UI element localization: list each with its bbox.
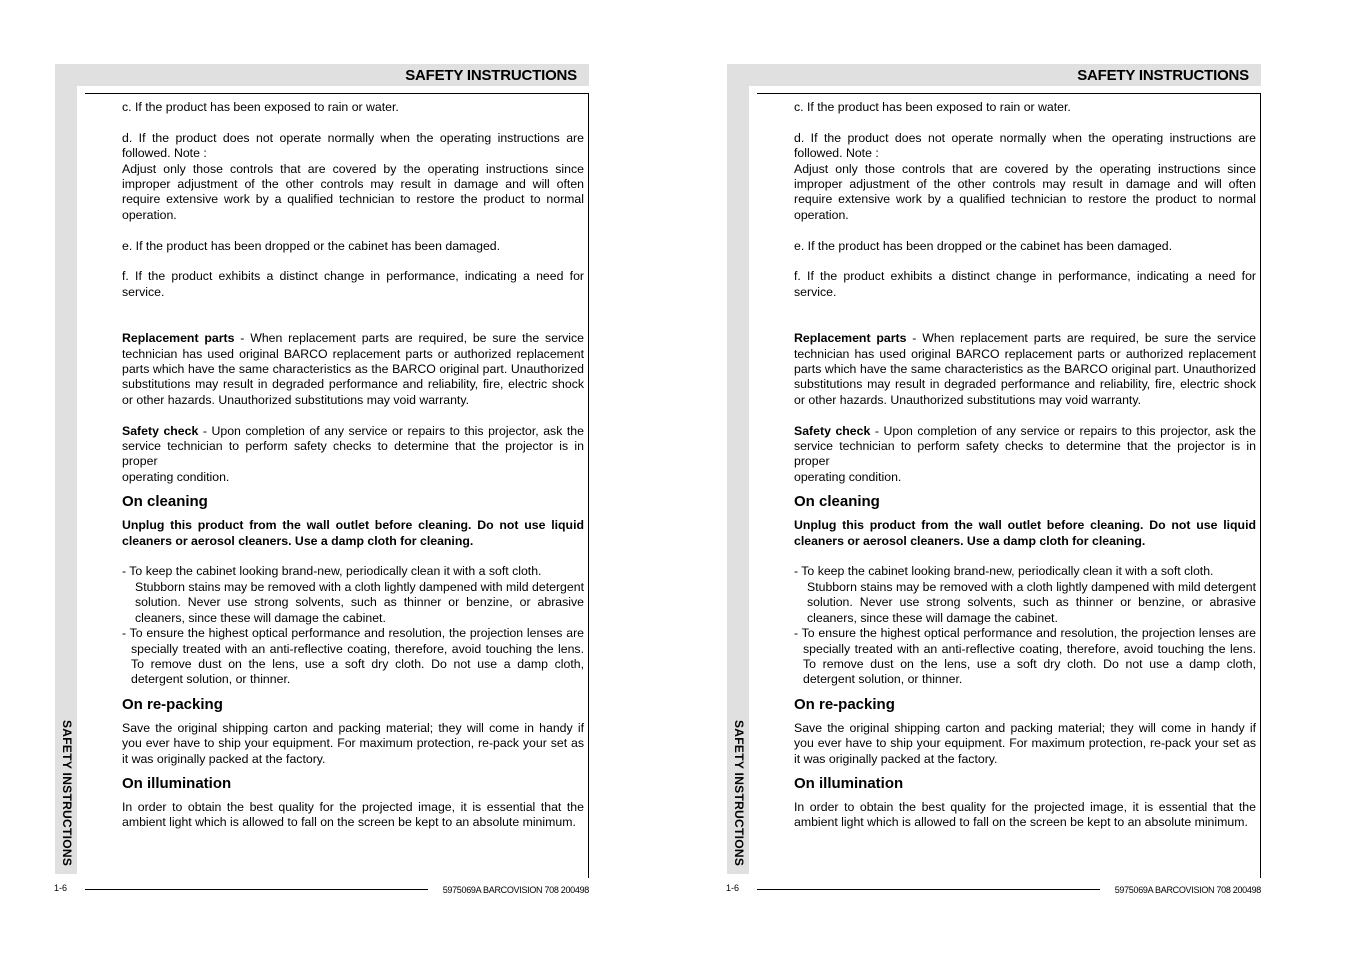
side-label: SAFETY INSTRUCTIONS: [732, 720, 746, 867]
replacement-label: Replacement parts: [122, 331, 235, 346]
item-d-note: Adjust only those controls that are covered by the operating instructions since improper adjustment of the other controls may result in damage and will often require extensive work by a qualified technician to restore the product to normal operation.: [794, 161, 1256, 222]
document-code: 5975069A BARCOVISION 708 200498: [1114, 885, 1261, 895]
item-d: d. If the product does not operate normally when the operating instructions are followed. Note :: [122, 130, 584, 161]
frame-top-rule: [757, 93, 1261, 94]
page-number: 1-6: [726, 883, 740, 893]
repacking-heading: On re-packing: [122, 695, 223, 713]
frame-right-rule: [1260, 93, 1261, 878]
safety-label: Safety check: [794, 423, 871, 438]
item-d-note: Adjust only those controls that are covered by the operating instructions since improper adjustment of the other controls may result in damage and will often require extensive work by a qualified technician to restore the product to normal operation.: [122, 161, 584, 222]
item-f: f. If the product exhibits a distinct change in performance, indicating a need for service.: [122, 269, 584, 299]
cleaning-heading: On cleaning: [122, 493, 208, 511]
illumination-heading: On illumination: [122, 774, 232, 792]
document-code: 5975069A BARCOVISION 708 200498: [442, 885, 589, 895]
cleaning-item-1b: Stubborn stains may be removed with a cloth lightly dampened with mild detergent solution. Never use strong solvents, such as thinner or benzine, or abrasive cleaners, since these will damage the cabinet.: [807, 579, 1256, 625]
safety-label: Safety check: [122, 423, 199, 438]
page-body: [122, 100, 584, 831]
header-bar: [749, 64, 1261, 86]
item-e: e. If the product has been dropped or the cabinet has been damaged.: [794, 238, 1173, 253]
illumination-heading: On illumination: [794, 774, 904, 792]
item-e: e. If the product has been dropped or the cabinet has been damaged.: [122, 238, 501, 253]
cleaning-item-2: - To ensure the highest optical performance and resolution, the projection lenses are specially treated with an anti-reflective coating, therefore, avoid touching the lens. To remove dust on the lens, use a soft dry cloth. Do not use a damp cloth, detergent solution, or thinner.: [794, 626, 1256, 687]
footer-rule: [85, 889, 428, 890]
page-number: 1-6: [54, 883, 68, 893]
safety-text: - Upon completion of any service or repairs to this projector, ask the service technician to perform safety checks to determine that the projector is in proper: [122, 423, 584, 469]
page-left: [0, 0, 600, 954]
page-body: [794, 100, 1256, 831]
safety-check: [794, 424, 1256, 470]
safety-text-2: operating condition.: [122, 469, 230, 484]
frame-top-rule: [85, 93, 589, 94]
illumination-text: In order to obtain the best quality for the projected image, it is essential that the ambient light which is allowed to fall on the screen be kept to an absolute minimum.: [122, 799, 584, 830]
item-c: c. If the product has been exposed to rain or water.: [794, 100, 1071, 114]
replacement-text: - When replacement parts are required, be sure the service technician has used original BARCO replacement parts or authorized replacement parts which have the same characteristics as the BARCO original part. Unauthorized substitutions may result in degraded performance and reliability, fire, electric shock or other hazards. Unauthorized substitutions may void warranty.: [122, 331, 584, 407]
replacement-text: - When replacement parts are required, be sure the service technician has used original BARCO replacement parts or authorized replacement parts which have the same characteristics as the BARCO original part. Unauthorized substitutions may result in degraded performance and reliability, fire, electric shock or other hazards. Unauthorized substitutions may void warranty.: [794, 331, 1256, 407]
replacement-parts: [794, 331, 1256, 408]
item-f: f. If the product exhibits a distinct change in performance, indicating a need for service.: [794, 269, 1256, 299]
replacement-label: Replacement parts: [794, 331, 907, 346]
safety-text: - Upon completion of any service or repairs to this projector, ask the service technician to perform safety checks to determine that the projector is in proper: [794, 423, 1256, 469]
illumination-text: In order to obtain the best quality for the projected image, it is essential that the ambient light which is allowed to fall on the screen be kept to an absolute minimum.: [794, 799, 1256, 830]
item-c: c. If the product has been exposed to rain or water.: [122, 100, 399, 114]
side-label: SAFETY INSTRUCTIONS: [60, 720, 74, 867]
page-title: SAFETY INSTRUCTIONS: [1077, 67, 1249, 84]
cleaning-item-1: - To keep the cabinet looking brand-new, periodically clean it with a soft cloth.: [122, 564, 542, 579]
replacement-parts: [122, 331, 584, 408]
header-bar: [77, 64, 589, 86]
cleaning-item-2: - To ensure the highest optical performance and resolution, the projection lenses are specially treated with an anti-reflective coating, therefore, avoid touching the lens. To remove dust on the lens, use a soft dry cloth. Do not use a damp cloth, detergent solution, or thinner.: [122, 626, 584, 687]
cleaning-item-1b: Stubborn stains may be removed with a cloth lightly dampened with mild detergent solution. Never use strong solvents, such as thinner or benzine, or abrasive cleaners, since these will damage the cabinet.: [135, 579, 584, 625]
safety-check: [122, 424, 584, 470]
page-title: SAFETY INSTRUCTIONS: [405, 67, 577, 84]
footer-rule: [757, 889, 1100, 890]
repacking-text: Save the original shipping carton and packing material; they will come in handy if you ever have to ship your equipment. For maximum protection, re-pack your set as it was originally packed at the factory.: [794, 720, 1256, 766]
cleaning-item-1: - To keep the cabinet looking brand-new, periodically clean it with a soft cloth.: [794, 564, 1214, 579]
frame-right-rule: [588, 93, 589, 878]
page-right: [672, 0, 1272, 954]
item-d: d. If the product does not operate normally when the operating instructions are followed. Note :: [794, 130, 1256, 161]
safety-text-2: operating condition.: [794, 469, 902, 484]
cleaning-warning: Unplug this product from the wall outlet before cleaning. Do not use liquid cleaners or aerosol cleaners. Use a damp cloth for cleaning.: [122, 518, 584, 548]
cleaning-warning: Unplug this product from the wall outlet before cleaning. Do not use liquid cleaners or aerosol cleaners. Use a damp cloth for cleaning.: [794, 518, 1256, 548]
cleaning-heading: On cleaning: [794, 493, 880, 511]
repacking-text: Save the original shipping carton and packing material; they will come in handy if you ever have to ship your equipment. For maximum protection, re-pack your set as it was originally packed at the factory.: [122, 720, 584, 766]
repacking-heading: On re-packing: [794, 695, 895, 713]
